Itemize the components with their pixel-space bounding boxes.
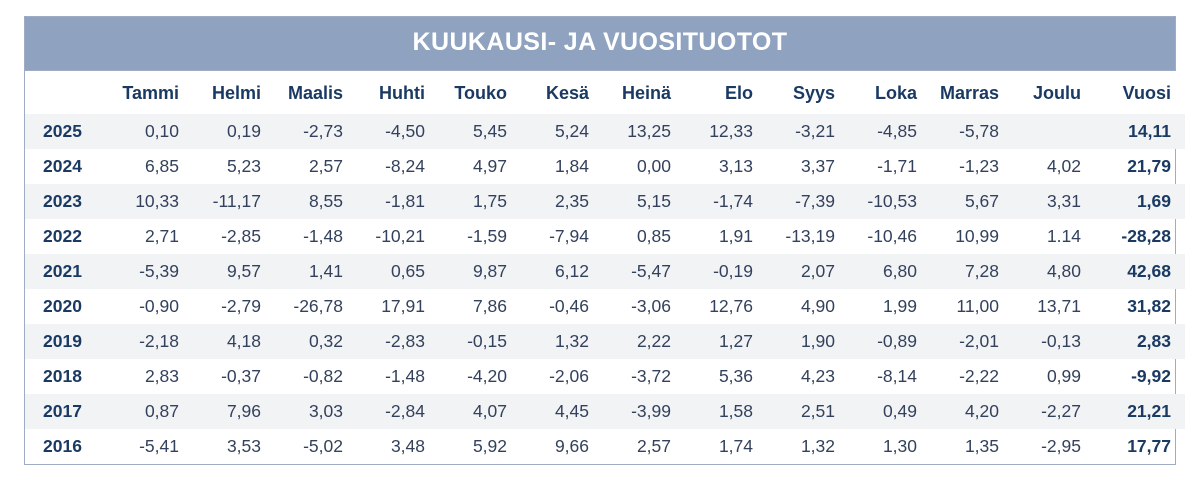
column-header-year xyxy=(25,71,111,114)
cell-maalis: -0,82 xyxy=(303,366,343,386)
cell-heina: -5,47 xyxy=(603,254,685,289)
cell-joulu: -2,27 xyxy=(1013,394,1095,429)
cell-joulu: 1.14 xyxy=(1046,226,1081,246)
cell-loka: -10,53 xyxy=(849,184,931,219)
cell-joulu: 4,80 xyxy=(1013,254,1095,289)
cell-tammi: -5,41 xyxy=(139,436,179,456)
table-header-row xyxy=(25,71,1185,114)
column-header-touko: Touko xyxy=(439,71,521,114)
cell-heina: 0,85 xyxy=(636,226,671,246)
cell-touko: -0,15 xyxy=(439,324,521,359)
cell-helmi: -2,79 xyxy=(221,296,261,316)
row-year: 2023 xyxy=(25,184,111,219)
cell-kesa: -0,46 xyxy=(549,296,589,316)
cell-huhti: -1,81 xyxy=(357,184,439,219)
cell-touko: 1,75 xyxy=(439,184,521,219)
cell-tammi: -5,39 xyxy=(111,254,193,289)
cell-syys: 1,32 xyxy=(800,436,835,456)
row-year: 2022 xyxy=(43,226,82,246)
column-header-maalis: Maalis xyxy=(275,71,357,114)
column-header-heina: Heinä xyxy=(603,71,685,114)
cell-marras: 5,67 xyxy=(931,184,1013,219)
cell-kesa: -7,94 xyxy=(549,226,589,246)
cell-vuosi: 21,79 xyxy=(1127,156,1171,176)
cell-syys: 2,07 xyxy=(767,254,849,289)
cell-loka: 0,49 xyxy=(849,394,931,429)
cell-touko: 7,86 xyxy=(472,296,507,316)
cell-vuosi: -9,92 xyxy=(1131,366,1171,386)
cell-elo: 1,58 xyxy=(685,394,767,429)
cell-maalis: 1,41 xyxy=(275,254,357,289)
cell-elo: 1,27 xyxy=(685,324,767,359)
cell-touko: 5,92 xyxy=(472,436,507,456)
column-header-loka: Loka xyxy=(849,71,931,114)
cell-tammi: 2,71 xyxy=(144,226,179,246)
cell-marras: 10,99 xyxy=(955,226,999,246)
cell-syys: 4,23 xyxy=(800,366,835,386)
cell-loka: -8,14 xyxy=(877,366,917,386)
cell-vuosi: 1,69 xyxy=(1095,184,1185,219)
row-year: 2024 xyxy=(43,156,82,176)
column-header-kesa: Kesä xyxy=(521,71,603,114)
cell-huhti: -2,83 xyxy=(357,324,439,359)
cell-elo: 5,36 xyxy=(718,366,753,386)
cell-touko: 9,87 xyxy=(439,254,521,289)
cell-touko: 5,45 xyxy=(439,114,521,149)
table-header xyxy=(25,71,1185,114)
page-title: KUUKAUSI- JA VUOSITUOTOT xyxy=(25,17,1175,71)
cell-syys: 4,90 xyxy=(800,296,835,316)
cell-joulu: 13,71 xyxy=(1037,296,1081,316)
table-row xyxy=(25,394,1185,429)
cell-tammi: 2,83 xyxy=(144,366,179,386)
cell-joulu: 4,02 xyxy=(1046,156,1081,176)
cell-elo: 3,13 xyxy=(718,156,753,176)
cell-helmi: 9,57 xyxy=(193,254,275,289)
cell-loka: 1,99 xyxy=(882,296,917,316)
table-row xyxy=(25,114,1185,149)
cell-heina: -3,99 xyxy=(603,394,685,429)
column-header-joulu: Joulu xyxy=(1013,71,1095,114)
cell-huhti: -1,48 xyxy=(385,366,425,386)
cell-maalis: 0,32 xyxy=(275,324,357,359)
cell-loka: -10,46 xyxy=(867,226,917,246)
column-header-helmi: Helmi xyxy=(193,71,275,114)
column-header-tammi: Tammi xyxy=(111,71,193,114)
table-row xyxy=(25,254,1185,289)
returns-table-panel xyxy=(24,16,1176,465)
cell-syys: -13,19 xyxy=(785,226,835,246)
cell-maalis: -26,78 xyxy=(293,296,343,316)
table-row xyxy=(25,289,1185,324)
cell-helmi: -0,37 xyxy=(221,366,261,386)
cell-elo: 1,74 xyxy=(718,436,753,456)
cell-elo: -0,19 xyxy=(685,254,767,289)
cell-loka: -0,89 xyxy=(849,324,931,359)
cell-kesa: 1,32 xyxy=(521,324,603,359)
cell-vuosi: 2,83 xyxy=(1095,324,1185,359)
cell-huhti: 17,91 xyxy=(381,296,425,316)
cell-heina: 2,22 xyxy=(603,324,685,359)
cell-syys: -3,21 xyxy=(767,114,849,149)
cell-kesa: -2,06 xyxy=(549,366,589,386)
table-row xyxy=(25,429,1185,464)
table-row xyxy=(25,359,1185,394)
cell-marras: 4,20 xyxy=(931,394,1013,429)
cell-kesa: 5,24 xyxy=(521,114,603,149)
cell-vuosi: 42,68 xyxy=(1095,254,1185,289)
cell-vuosi: 21,21 xyxy=(1095,394,1185,429)
cell-helmi: 5,23 xyxy=(226,156,261,176)
cell-maalis: -5,02 xyxy=(303,436,343,456)
cell-elo: 12,33 xyxy=(685,114,767,149)
row-year: 2016 xyxy=(43,436,82,456)
cell-joulu: -2,95 xyxy=(1041,436,1081,456)
row-year: 2025 xyxy=(25,114,111,149)
cell-loka: -4,85 xyxy=(849,114,931,149)
cell-tammi: -2,18 xyxy=(111,324,193,359)
cell-heina: -3,06 xyxy=(631,296,671,316)
cell-heina: 2,57 xyxy=(636,436,671,456)
cell-syys: -7,39 xyxy=(767,184,849,219)
cell-touko: -1,59 xyxy=(467,226,507,246)
cell-kesa: 9,66 xyxy=(554,436,589,456)
cell-maalis: 2,57 xyxy=(308,156,343,176)
cell-kesa: 4,45 xyxy=(521,394,603,429)
cell-marras: -5,78 xyxy=(931,114,1013,149)
cell-maalis: -2,73 xyxy=(275,114,357,149)
cell-vuosi: 17,77 xyxy=(1127,436,1171,456)
cell-marras: 7,28 xyxy=(931,254,1013,289)
cell-vuosi: -28,28 xyxy=(1121,226,1171,246)
cell-huhti: -2,84 xyxy=(357,394,439,429)
cell-heina: 0,00 xyxy=(636,156,671,176)
row-year: 2020 xyxy=(43,296,82,316)
cell-touko: 4,97 xyxy=(472,156,507,176)
table-row xyxy=(25,149,1185,184)
cell-marras: -2,22 xyxy=(959,366,999,386)
cell-kesa: 2,35 xyxy=(521,184,603,219)
cell-elo: -1,74 xyxy=(685,184,767,219)
cell-heina: -3,72 xyxy=(631,366,671,386)
cell-marras: -1,23 xyxy=(959,156,999,176)
cell-loka: -1,71 xyxy=(877,156,917,176)
cell-joulu: 3,31 xyxy=(1013,184,1095,219)
row-year: 2017 xyxy=(25,394,111,429)
cell-loka: 1,30 xyxy=(882,436,917,456)
cell-tammi: 0,87 xyxy=(111,394,193,429)
cell-helmi: -2,85 xyxy=(221,226,261,246)
cell-huhti: -4,50 xyxy=(357,114,439,149)
cell-huhti: 3,48 xyxy=(390,436,425,456)
cell-kesa: 6,12 xyxy=(521,254,603,289)
cell-huhti: -8,24 xyxy=(385,156,425,176)
cell-syys: 3,37 xyxy=(800,156,835,176)
cell-helmi: 4,18 xyxy=(193,324,275,359)
table-row xyxy=(25,184,1185,219)
cell-touko: 4,07 xyxy=(439,394,521,429)
cell-loka: 6,80 xyxy=(849,254,931,289)
cell-touko: -4,20 xyxy=(467,366,507,386)
cell-helmi: 7,96 xyxy=(193,394,275,429)
column-header-huhti: Huhti xyxy=(357,71,439,114)
cell-heina: 13,25 xyxy=(603,114,685,149)
cell-huhti: -10,21 xyxy=(375,226,425,246)
column-header-vuosi: Vuosi xyxy=(1095,71,1185,114)
cell-heina: 5,15 xyxy=(603,184,685,219)
cell-joulu: -0,13 xyxy=(1013,324,1095,359)
table-body xyxy=(25,114,1185,464)
cell-tammi: -0,90 xyxy=(139,296,179,316)
cell-kesa: 1,84 xyxy=(554,156,589,176)
cell-syys: 1,90 xyxy=(767,324,849,359)
monthly-yearly-returns-table xyxy=(25,71,1185,464)
row-year: 2018 xyxy=(43,366,82,386)
cell-huhti: 0,65 xyxy=(357,254,439,289)
cell-maalis: 8,55 xyxy=(275,184,357,219)
cell-marras: 1,35 xyxy=(964,436,999,456)
cell-elo: 12,76 xyxy=(709,296,753,316)
cell-elo: 1,91 xyxy=(718,226,753,246)
cell-tammi: 10,33 xyxy=(111,184,193,219)
cell-helmi: -11,17 xyxy=(193,184,275,219)
cell-joulu xyxy=(1013,114,1095,149)
cell-vuosi: 14,11 xyxy=(1095,114,1185,149)
column-header-marras: Marras xyxy=(931,71,1013,114)
cell-vuosi: 31,82 xyxy=(1127,296,1171,316)
column-header-elo: Elo xyxy=(685,71,767,114)
column-header-syys: Syys xyxy=(767,71,849,114)
table-row xyxy=(25,324,1185,359)
table-row xyxy=(25,219,1185,254)
row-year: 2019 xyxy=(25,324,111,359)
cell-marras: 11,00 xyxy=(956,296,999,316)
row-year: 2021 xyxy=(25,254,111,289)
cell-tammi: 6,85 xyxy=(144,156,179,176)
cell-helmi: 0,19 xyxy=(193,114,275,149)
cell-maalis: 3,03 xyxy=(275,394,357,429)
cell-joulu: 0,99 xyxy=(1046,366,1081,386)
cell-syys: 2,51 xyxy=(767,394,849,429)
cell-marras: -2,01 xyxy=(931,324,1013,359)
cell-maalis: -1,48 xyxy=(303,226,343,246)
cell-helmi: 3,53 xyxy=(226,436,261,456)
cell-tammi: 0,10 xyxy=(111,114,193,149)
